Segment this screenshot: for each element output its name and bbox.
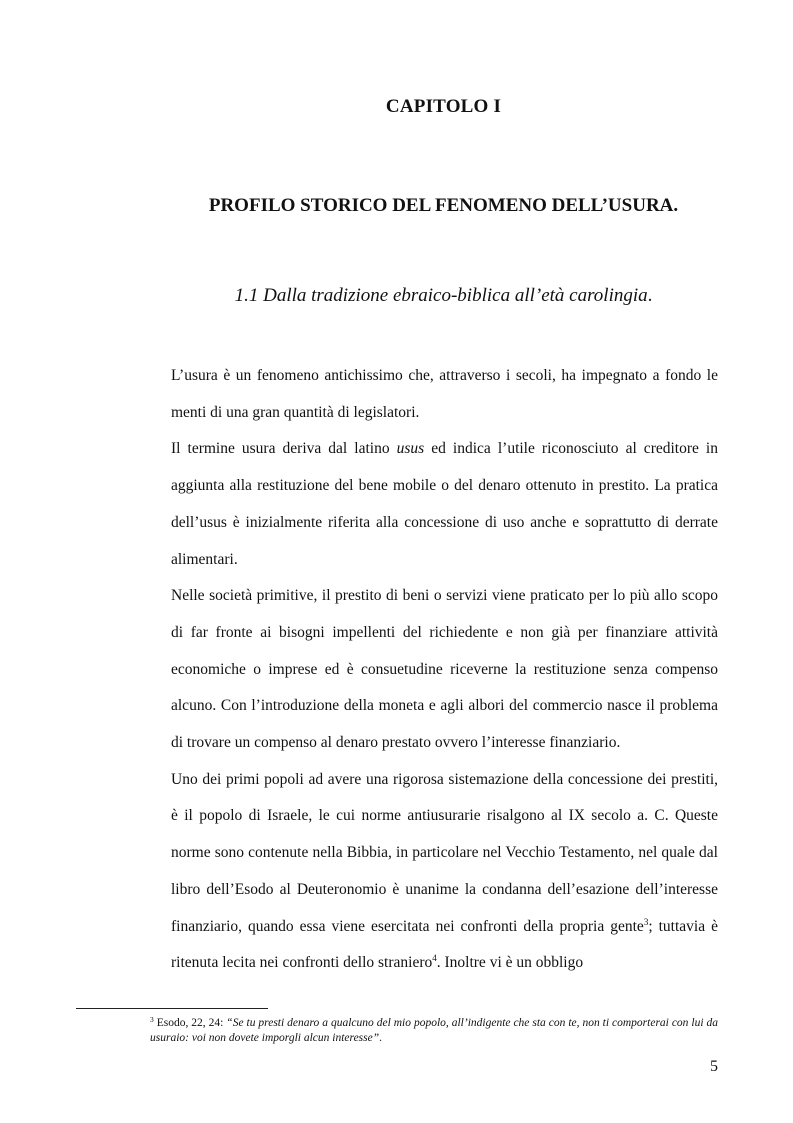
section-heading-text: 1.1 Dalla tradizione ebraico-biblica all’età carolingia	[234, 285, 648, 306]
page-number: 5	[710, 1058, 718, 1075]
footnote-source: Esodo, 22, 24:	[153, 1017, 227, 1029]
footnote-number: 3	[150, 1015, 154, 1024]
paragraph-2-italic-term: usus	[396, 440, 425, 458]
chapter-title: PROFILO STORICO DEL FENOMENO DELL’USURA.	[208, 195, 679, 216]
paragraph-2-start: Il termine usura deriva dal latino	[171, 440, 397, 458]
paragraph-4-part-2: ; tuttavia è ritenuta lecita nei confronti dello straniero	[171, 917, 718, 972]
footnote-end: .	[379, 1032, 382, 1044]
paragraph-2	[171, 431, 718, 578]
body-text	[171, 358, 718, 982]
section-heading-period: .	[647, 285, 653, 306]
paragraph-2-end: ed indica l’utile riconosciuto al creditore in aggiunta alla restituzione del bene mobile o del denaro ottenuto in prestito. La pratica dell’usus è inizialmente riferita alla concessione di uso anche e soprattutto di derrate alimentari.	[171, 440, 718, 568]
paragraph-4-part-1: Uno dei primi popoli ad avere una rigorosa sistemazione della concessione dei prestiti, è il popolo di Israele, le cui norme antiusurarie risalgono al IX secolo a. C. Queste norme sono contenute nella Bibbia, in particolare nel Vecchio Testamento, nel quale dal libro dell’Esodo al Deuteronomio è unanime la condanna dell’esazione dell’interesse finanziario, quando essa viene esercitata nei confronti della propria gente	[171, 770, 718, 935]
section-heading	[0, 285, 793, 307]
paragraph-3: Nelle società primitive, il prestito di beni o servizi viene praticato per lo più allo scopo di far fronte ai bisogni impellenti del richiedente e non già per finanziare attività economiche o imprese ed è consuetudine riceverne la restituzione senza compenso alcuno. Con l’introduzione della moneta e agli albori del commercio nasce il problema di trovare un compenso al denaro prestato ovvero l’interesse finanziario.	[171, 587, 718, 752]
footnote-separator	[76, 1008, 268, 1009]
paragraph-4-part-3: . Inoltre vi è un obbligo	[436, 954, 584, 972]
footnote-ref-4[interactable]: 4	[432, 953, 437, 964]
footnote-ref-3[interactable]: 3	[643, 916, 649, 927]
footnote-quote: “Se tu presti denaro a qualcuno del mio popolo, all’indigente che sta con te, non ti comporterai con lui da usuraio: voi non dovete imporgli alcun interesse”	[150, 1017, 718, 1044]
paragraph-4	[171, 762, 718, 982]
chapter-heading: CAPITOLO I	[385, 96, 502, 117]
footnote	[150, 1016, 718, 1046]
paragraph-1: L’usura è un fenomeno antichissimo che, attraverso i secoli, ha impegnato a fondo le menti di una gran quantità di legislatori.	[171, 367, 718, 421]
